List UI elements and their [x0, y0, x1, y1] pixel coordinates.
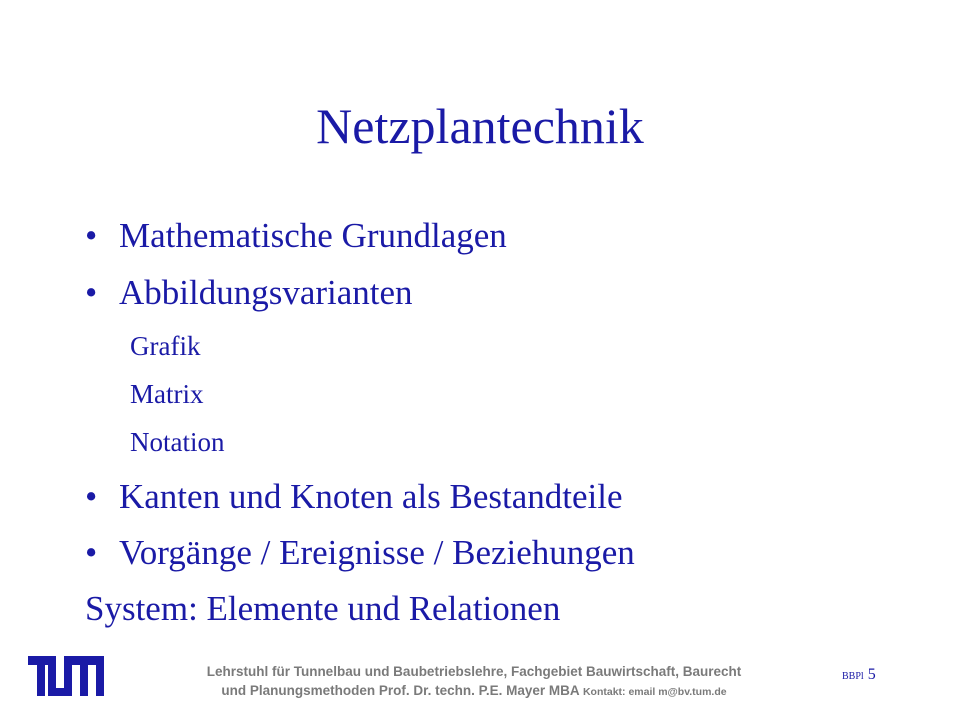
footer-line-2: [118, 681, 830, 702]
bullet-glyph: •: [85, 273, 98, 312]
footer-contact: Kontakt: email m@bv.tum.de: [582, 686, 727, 698]
tum-logo-icon: [28, 656, 104, 696]
closing-line: System: Elemente und Relationen: [85, 589, 561, 628]
slide-title: Netzplantechnik: [316, 98, 644, 154]
footer-text: [118, 662, 830, 702]
bullet-text: Abbildungsvarianten: [119, 273, 413, 312]
bullet-text: Mathematische Grundlagen: [119, 216, 507, 255]
page-number: [842, 666, 876, 684]
bullet-text: Vorgänge / Ereignisse / Beziehungen: [119, 533, 635, 572]
sub-item: Notation: [130, 427, 225, 457]
bullet-item: [85, 532, 635, 574]
bullet-glyph: •: [85, 533, 98, 572]
bullet-glyph: •: [85, 216, 98, 255]
sub-item: Grafik: [130, 331, 201, 361]
footer-affiliation: und Planungsmethoden Prof. Dr. techn. P.E. Mayer MBA: [221, 683, 580, 698]
bullet-item: [85, 215, 507, 257]
footer-line-1: Lehrstuhl für Tunnelbau und Baubetriebslehre, Fachgebiet Bauwirtschaft, Baurecht: [206, 664, 742, 679]
page-number-value: 5: [867, 666, 876, 683]
bullet-item: [85, 476, 622, 518]
bullet-item: [85, 272, 413, 314]
bullet-glyph: •: [85, 477, 98, 516]
sub-item: Matrix: [130, 379, 204, 409]
page-prefix: BBPl: [842, 671, 864, 682]
bullet-text: Kanten und Knoten als Bestandteile: [119, 477, 623, 516]
